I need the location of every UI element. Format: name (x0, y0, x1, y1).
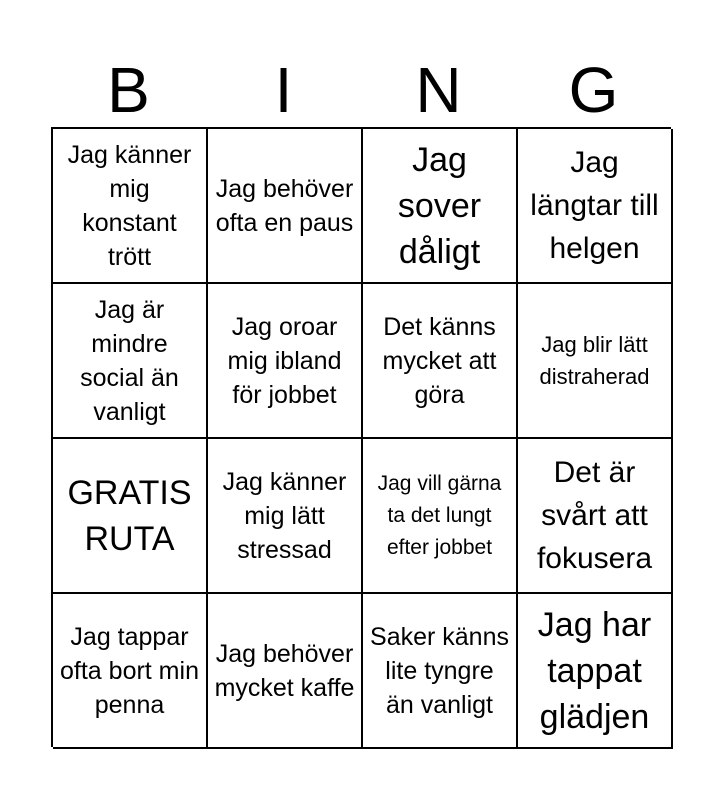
cell-text: Jag oroar mig ibland för jobbet (227, 312, 342, 409)
header-letter-n: N (415, 54, 462, 126)
header-letter-g: G (568, 54, 619, 126)
cell-text: Jag är mindre social än vanligt (80, 295, 179, 426)
cell-text: Jag känner mig lätt stressad (222, 467, 347, 564)
bingo-cell[interactable] (208, 129, 363, 284)
bingo-grid (51, 127, 671, 747)
cell-text: Jag har tappat glädjen (537, 605, 652, 736)
bingo-cell[interactable] (518, 129, 673, 284)
header-letter-i: I (274, 54, 293, 126)
cell-text: Jag längtar till helgen (530, 146, 659, 265)
bingo-cell[interactable] (208, 439, 363, 594)
bingo-header (51, 52, 671, 128)
bingo-cell[interactable] (53, 129, 208, 284)
bingo-cell[interactable] (518, 439, 673, 594)
bingo-cell[interactable] (363, 129, 518, 284)
cell-text: Jag sover dåligt (397, 140, 482, 271)
header-letter-b: B (107, 54, 150, 126)
free-cell[interactable] (53, 439, 208, 594)
bingo-cell[interactable] (53, 284, 208, 439)
cell-text: GRATIS RUTA (67, 473, 192, 558)
bingo-cell[interactable] (53, 594, 208, 749)
cell-text: Det känns mycket att göra (382, 312, 497, 409)
bingo-cell[interactable] (363, 439, 518, 594)
cell-text: Jag behöver ofta en paus (215, 174, 354, 237)
bingo-cell[interactable] (363, 284, 518, 439)
cell-text: Jag vill gärna ta det lungt efter jobbet (377, 471, 502, 559)
bingo-cell[interactable] (518, 594, 673, 749)
bingo-cell[interactable] (208, 594, 363, 749)
cell-text: Det är svårt att fokusera (536, 456, 653, 575)
bingo-cell[interactable] (363, 594, 518, 749)
bingo-cell[interactable] (208, 284, 363, 439)
cell-text: Saker känns lite tyngre än vanligt (370, 622, 509, 719)
cell-text: Jag behöver mycket kaffe (214, 639, 355, 702)
cell-text: Jag blir lätt distraherad (539, 331, 650, 389)
cell-text: Jag känner mig konstant trött (67, 140, 192, 271)
cell-text: Jag tappar ofta bort min penna (60, 622, 199, 719)
bingo-cell[interactable] (518, 284, 673, 439)
